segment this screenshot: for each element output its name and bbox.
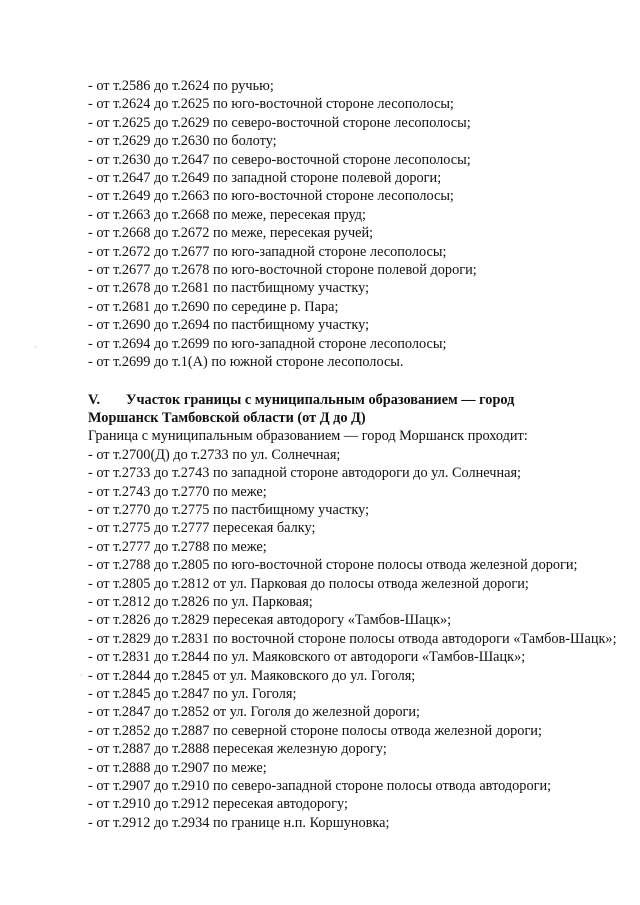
- section-intro: Граница с муниципальным образованием — город Моршанск проходит:: [88, 428, 528, 445]
- section-title-part-1: Участок границы с муниципальным образованием — город: [126, 391, 515, 408]
- list-item: - от т.2672 до т.2677 по юго-западной стороне лесополосы;: [88, 243, 447, 260]
- list-item: - от т.2912 до т.2934 по границе н.п. Коршуновка;: [88, 814, 390, 831]
- list-item: - от т.2668 до т.2672 по меже, пересекая ручей;: [88, 225, 374, 242]
- list-item: - от т.2777 до т.2788 по меже;: [88, 538, 267, 555]
- list-item: - от т.2775 до т.2777 пересекая балку;: [88, 520, 316, 537]
- list-item: - от т.2649 до т.2663 по юго-восточной стороне лесополосы;: [88, 188, 454, 205]
- list-item: - от т.2770 до т.2775 по пастбищному участку;: [88, 501, 370, 518]
- list-item: - от т.2826 до т.2829 пересекая автодорогу «Тамбов-Шацк»;: [88, 612, 452, 629]
- list-item: - от т.2847 до т.2852 от ул. Гоголя до железной дороги;: [88, 704, 421, 721]
- section-number: V.: [88, 391, 101, 408]
- list-item: - от т.2852 до т.2887 по северной стороне полосы отвода железной дороги;: [88, 722, 542, 739]
- list-item: - от т.2812 до т.2826 по ул. Парковая;: [88, 593, 313, 610]
- list-item: - от т.2663 до т.2668 по меже, пересекая пруд;: [88, 206, 366, 223]
- list-item: - от т.2624 до т.2625 по юго-восточной стороне лесополосы;: [88, 96, 454, 113]
- list-item: - от т.2888 до т.2907 по меже;: [88, 759, 267, 776]
- list-item: - от т.2907 до т.2910 по северо-западной стороне полосы отвода автодороги;: [88, 778, 552, 795]
- section-heading: [88, 391, 628, 428]
- list-item: - от т.2700(Д) до т.2733 по ул. Солнечная;: [88, 446, 341, 463]
- list-item: - от т.2586 до т.2624 по ручью;: [88, 78, 274, 94]
- list-item: - от т.2677 до т.2678 по юго-восточной стороне полевой дороги;: [88, 262, 477, 279]
- list-item: - от т.2625 до т.2629 по северо-восточной стороне лесополосы;: [88, 114, 471, 131]
- list-item: - от т.2829 до т.2831 по восточной стороне полосы отвода автодороги «Тамбов-Шацк»;: [88, 630, 617, 647]
- list-item: - от т.2699 до т.1(А) по южной стороне лесополосы.: [88, 354, 404, 371]
- list-item: - от т.2743 до т.2770 по меже;: [88, 483, 267, 500]
- section-spacer: [88, 372, 628, 391]
- list-item: - от т.2629 до т.2630 по болоту;: [88, 133, 277, 150]
- list-item: - от т.2844 до т.2845 от ул. Маяковского до ул. Гоголя;: [88, 667, 416, 684]
- list-item: - от т.2733 до т.2743 по западной стороне автодороги до ул. Солнечная;: [88, 465, 521, 482]
- section-title-part-2: Моршанск Тамбовской области (от Д до Д): [88, 409, 366, 426]
- boundary-list-part-4: [88, 77, 628, 372]
- list-item: - от т.2887 до т.2888 пересекая железную дорогу;: [88, 741, 387, 758]
- list-item: - от т.2831 до т.2844 по ул. Маяковского от автодороги «Тамбов-Шацк»;: [88, 649, 526, 666]
- list-item: - от т.2690 до т.2694 по пастбищному участку;: [88, 317, 370, 334]
- section-heading-line-1: [88, 391, 628, 409]
- list-item: - от т.2678 до т.2681 по пастбищному участку;: [88, 280, 370, 297]
- boundary-list-part-5: [88, 446, 628, 833]
- list-item: - от т.2845 до т.2847 по ул. Гоголя;: [88, 686, 297, 702]
- list-item: - от т.2630 до т.2647 по северо-восточной стороне лесополосы;: [88, 151, 471, 168]
- list-item: - от т.2647 до т.2649 по западной стороне полевой дороги;: [88, 170, 442, 187]
- scan-speck: ·: [34, 343, 37, 352]
- list-item: - от т.2681 до т.2690 по середине р. Пара;: [88, 298, 339, 315]
- list-item: - от т.2910 до т.2912 пересекая автодорогу;: [88, 796, 348, 813]
- scan-speck: ·: [80, 671, 83, 680]
- list-item: - от т.2788 до т.2805 по юго-восточной стороне полосы отвода железной дороги;: [88, 557, 578, 574]
- list-item: - от т.2805 до т.2812 от ул. Парковая до полосы отвода железной дороги;: [88, 575, 529, 592]
- list-item: - от т.2694 до т.2699 по юго-западной стороне лесополосы;: [88, 335, 447, 352]
- document-body: [88, 77, 628, 832]
